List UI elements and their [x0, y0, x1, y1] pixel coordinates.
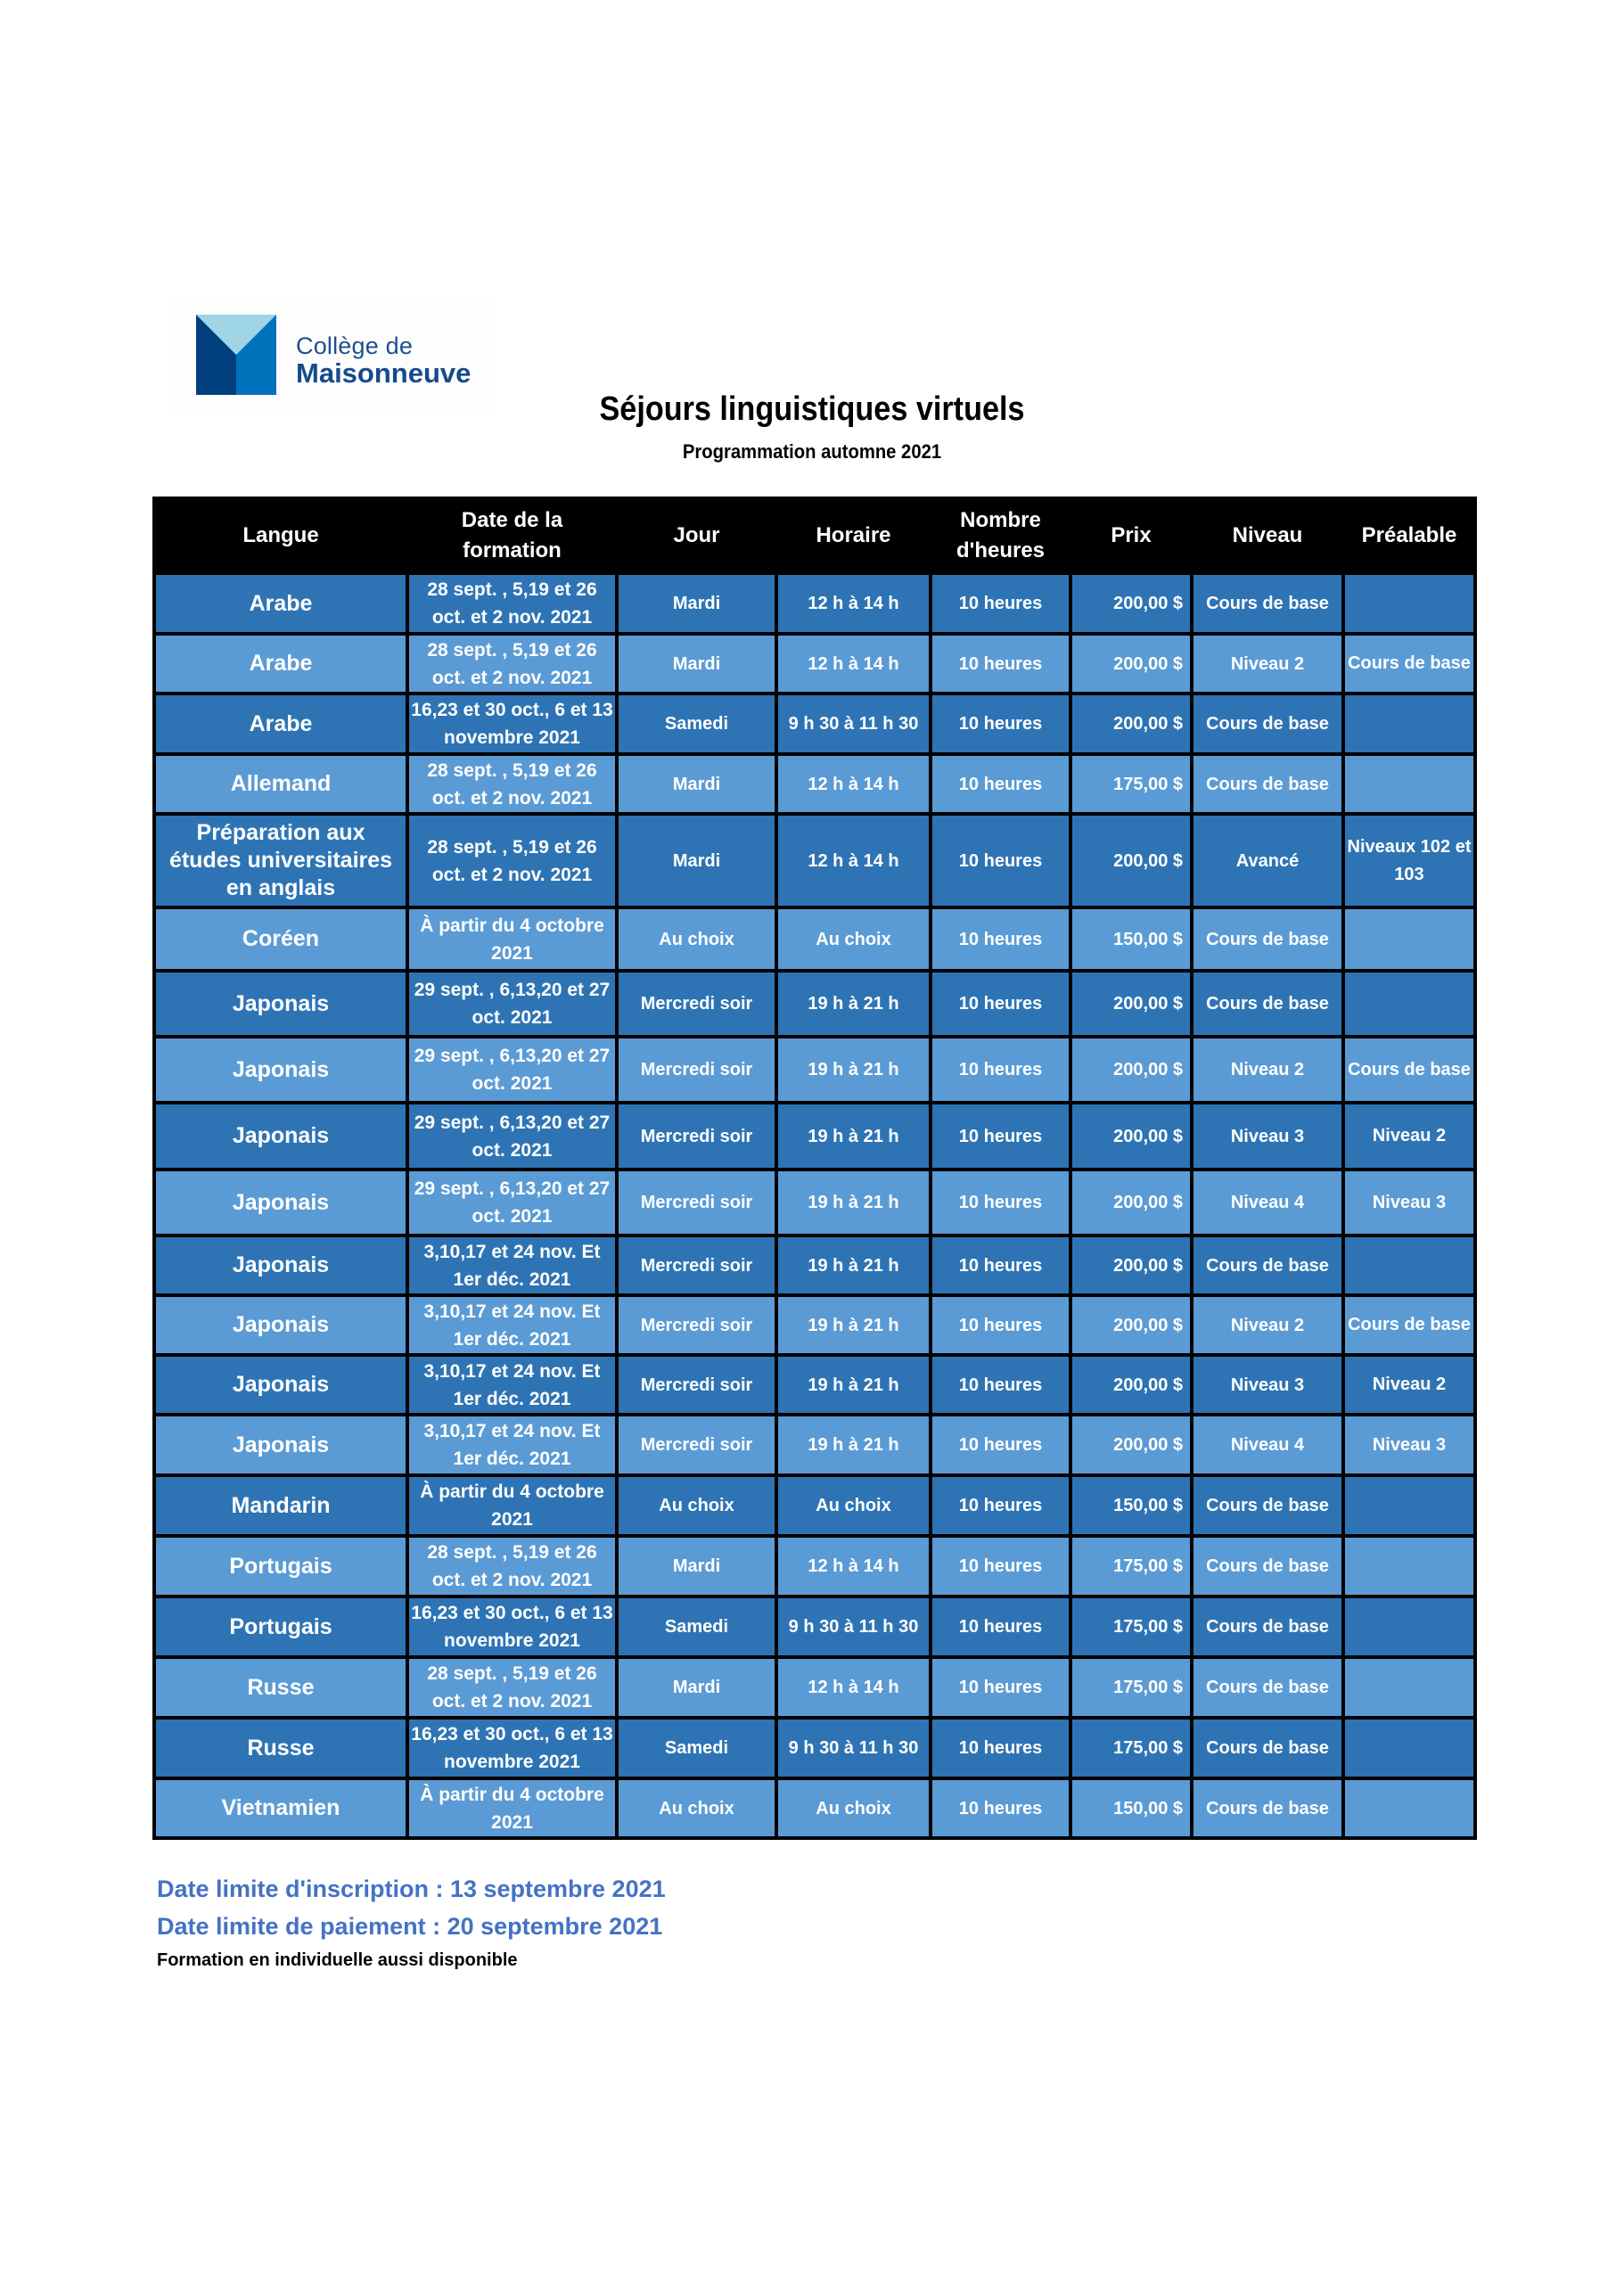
cell-heures: 10 heures	[931, 694, 1070, 754]
cell-prealable: Niveaux 102 et 103	[1343, 814, 1475, 907]
cell-jour: Mercredi soir	[617, 1355, 776, 1415]
cell-niveau: Cours de base	[1192, 754, 1343, 814]
col-header-prix: Prix	[1070, 498, 1192, 573]
cell-heures: 10 heures	[931, 971, 1070, 1037]
cell-langue: Russe	[154, 1657, 407, 1718]
cell-prealable: Cours de base	[1343, 1295, 1475, 1355]
cell-heures: 10 heures	[931, 634, 1070, 694]
cell-horaire: 12 h à 14 h	[776, 1657, 931, 1718]
table-row	[154, 1355, 1475, 1415]
cell-jour: Mardi	[617, 754, 776, 814]
cell-jour: Mercredi soir	[617, 1415, 776, 1475]
cell-horaire: 9 h 30 à 11 h 30	[776, 694, 931, 754]
cell-niveau: Cours de base	[1192, 1718, 1343, 1778]
cell-date: 29 sept. , 6,13,20 et 27 oct. 2021	[407, 1103, 617, 1170]
cell-prealable: Niveau 2	[1343, 1103, 1475, 1170]
table-row	[154, 1657, 1475, 1718]
cell-prix: 150,00 $	[1070, 1778, 1192, 1838]
cell-langue: Russe	[154, 1718, 407, 1778]
cell-date: 3,10,17 et 24 nov. Et 1er déc. 2021	[407, 1235, 617, 1295]
payment-deadline: Date limite de paiement : 20 septembre 2021	[157, 1913, 663, 1940]
cell-prealable	[1343, 1475, 1475, 1536]
cell-langue: Vietnamien	[154, 1778, 407, 1838]
cell-heures: 10 heures	[931, 907, 1070, 971]
cell-prix: 150,00 $	[1070, 1475, 1192, 1536]
page-title: Séjours linguistiques virtuels	[599, 390, 1025, 428]
cell-langue: Coréen	[154, 907, 407, 971]
cell-niveau: Cours de base	[1192, 1475, 1343, 1536]
cell-prix: 200,00 $	[1070, 971, 1192, 1037]
cell-heures: 10 heures	[931, 1536, 1070, 1597]
cell-niveau: Cours de base	[1192, 907, 1343, 971]
cell-jour: Mardi	[617, 573, 776, 634]
table-row	[154, 1475, 1475, 1536]
cell-langue: Japonais	[154, 1295, 407, 1355]
cell-heures: 10 heures	[931, 1295, 1070, 1355]
cell-jour: Mardi	[617, 1657, 776, 1718]
cell-prealable: Niveau 3	[1343, 1415, 1475, 1475]
cell-niveau: Cours de base	[1192, 1235, 1343, 1295]
table-row	[154, 1718, 1475, 1778]
cell-horaire: Au choix	[776, 1475, 931, 1536]
cell-date: À partir du 4 octobre 2021	[407, 1778, 617, 1838]
logo-mark-icon	[196, 315, 276, 395]
registration-deadline: Date limite d'inscription : 13 septembre 2021	[157, 1876, 666, 1902]
cell-jour: Au choix	[617, 1475, 776, 1536]
cell-langue: Japonais	[154, 971, 407, 1037]
cell-heures: 10 heures	[931, 1718, 1070, 1778]
cell-prealable	[1343, 1597, 1475, 1657]
table-row	[154, 1037, 1475, 1103]
table-row	[154, 971, 1475, 1037]
cell-niveau: Niveau 2	[1192, 634, 1343, 694]
table-row	[154, 694, 1475, 754]
cell-prix: 200,00 $	[1070, 1415, 1192, 1475]
cell-prealable: Cours de base	[1343, 634, 1475, 694]
cell-prealable	[1343, 1657, 1475, 1718]
cell-horaire: 19 h à 21 h	[776, 1235, 931, 1295]
cell-jour: Au choix	[617, 907, 776, 971]
logo-text-line2: Maisonneuve	[296, 357, 472, 389]
cell-prix: 200,00 $	[1070, 634, 1192, 694]
cell-heures: 10 heures	[931, 754, 1070, 814]
cell-horaire: 19 h à 21 h	[776, 971, 931, 1037]
cell-jour: Mercredi soir	[617, 1295, 776, 1355]
cell-prealable	[1343, 971, 1475, 1037]
table-row	[154, 1103, 1475, 1170]
cell-langue: Japonais	[154, 1103, 407, 1170]
cell-date: 3,10,17 et 24 nov. Et 1er déc. 2021	[407, 1295, 617, 1355]
cell-prix: 175,00 $	[1070, 1657, 1192, 1718]
cell-jour: Samedi	[617, 694, 776, 754]
table-row	[154, 907, 1475, 971]
cell-horaire: 12 h à 14 h	[776, 1536, 931, 1597]
cell-niveau: Niveau 4	[1192, 1415, 1343, 1475]
table-row	[154, 1597, 1475, 1657]
cell-heures: 10 heures	[931, 814, 1070, 907]
cell-jour: Mardi	[617, 634, 776, 694]
cell-horaire: 19 h à 21 h	[776, 1037, 931, 1103]
cell-date: 16,23 et 30 oct., 6 et 13 novembre 2021	[407, 1597, 617, 1657]
cell-jour: Mardi	[617, 814, 776, 907]
cell-niveau: Cours de base	[1192, 694, 1343, 754]
cell-horaire: 19 h à 21 h	[776, 1415, 931, 1475]
cell-niveau: Cours de base	[1192, 1657, 1343, 1718]
cell-langue: Japonais	[154, 1037, 407, 1103]
cell-heures: 10 heures	[931, 1355, 1070, 1415]
cell-prix: 175,00 $	[1070, 1597, 1192, 1657]
cell-jour: Mercredi soir	[617, 1037, 776, 1103]
cell-prealable: Niveau 2	[1343, 1355, 1475, 1415]
cell-date: 28 sept. , 5,19 et 26 oct. et 2 nov. 2021	[407, 634, 617, 694]
cell-jour: Mercredi soir	[617, 1235, 776, 1295]
individual-training-note: Formation en individuelle aussi disponible	[157, 1950, 518, 1970]
cell-langue: Japonais	[154, 1355, 407, 1415]
cell-horaire: Au choix	[776, 907, 931, 971]
cell-jour: Mercredi soir	[617, 971, 776, 1037]
cell-jour: Samedi	[617, 1597, 776, 1657]
cell-jour: Au choix	[617, 1778, 776, 1838]
cell-date: À partir du 4 octobre 2021	[407, 1475, 617, 1536]
cell-langue: Mandarin	[154, 1475, 407, 1536]
cell-langue: Arabe	[154, 573, 407, 634]
cell-date: 3,10,17 et 24 nov. Et 1er déc. 2021	[407, 1415, 617, 1475]
cell-horaire: 9 h 30 à 11 h 30	[776, 1718, 931, 1778]
col-header-niveau: Niveau	[1192, 498, 1343, 573]
cell-prealable: Cours de base	[1343, 1037, 1475, 1103]
cell-heures: 10 heures	[931, 1235, 1070, 1295]
cell-prealable	[1343, 694, 1475, 754]
cell-langue: Japonais	[154, 1415, 407, 1475]
cell-langue: Portugais	[154, 1536, 407, 1597]
cell-heures: 10 heures	[931, 1597, 1070, 1657]
cell-date: 28 sept. , 5,19 et 26 oct. et 2 nov. 2021	[407, 573, 617, 634]
cell-prealable	[1343, 573, 1475, 634]
cell-horaire: 19 h à 21 h	[776, 1103, 931, 1170]
table-row	[154, 1170, 1475, 1235]
cell-date: 16,23 et 30 oct., 6 et 13 novembre 2021	[407, 1718, 617, 1778]
cell-date: 16,23 et 30 oct., 6 et 13 novembre 2021	[407, 694, 617, 754]
cell-heures: 10 heures	[931, 573, 1070, 634]
cell-heures: 10 heures	[931, 1415, 1070, 1475]
cell-horaire: 9 h 30 à 11 h 30	[776, 1597, 931, 1657]
cell-horaire: 19 h à 21 h	[776, 1355, 931, 1415]
cell-prealable: Niveau 3	[1343, 1170, 1475, 1235]
cell-langue: Arabe	[154, 694, 407, 754]
cell-prix: 175,00 $	[1070, 754, 1192, 814]
cell-niveau: Niveau 4	[1192, 1170, 1343, 1235]
cell-prix: 175,00 $	[1070, 1718, 1192, 1778]
cell-niveau: Niveau 2	[1192, 1037, 1343, 1103]
cell-horaire: 19 h à 21 h	[776, 1170, 931, 1235]
cell-horaire: 12 h à 14 h	[776, 573, 931, 634]
cell-niveau: Niveau 2	[1192, 1295, 1343, 1355]
cell-langue: Japonais	[154, 1170, 407, 1235]
cell-horaire: 12 h à 14 h	[776, 754, 931, 814]
cell-heures: 10 heures	[931, 1170, 1070, 1235]
cell-heures: 10 heures	[931, 1778, 1070, 1838]
cell-prix: 200,00 $	[1070, 1235, 1192, 1295]
col-header-langue: Langue	[154, 498, 407, 573]
cell-prealable	[1343, 1718, 1475, 1778]
cell-prix: 200,00 $	[1070, 573, 1192, 634]
cell-jour: Samedi	[617, 1718, 776, 1778]
cell-prix: 200,00 $	[1070, 1355, 1192, 1415]
cell-horaire: 12 h à 14 h	[776, 634, 931, 694]
cell-prix: 200,00 $	[1070, 814, 1192, 907]
col-header-heures: Nombre d'heures	[931, 498, 1070, 573]
col-header-horaire: Horaire	[776, 498, 931, 573]
cell-jour: Mercredi soir	[617, 1103, 776, 1170]
cell-niveau: Niveau 3	[1192, 1103, 1343, 1170]
cell-niveau: Cours de base	[1192, 573, 1343, 634]
cell-horaire: 12 h à 14 h	[776, 814, 931, 907]
cell-prix: 150,00 $	[1070, 907, 1192, 971]
cell-prix: 200,00 $	[1070, 1037, 1192, 1103]
cell-prealable	[1343, 1778, 1475, 1838]
cell-prix: 200,00 $	[1070, 1103, 1192, 1170]
table-row	[154, 1295, 1475, 1355]
cell-niveau: Niveau 3	[1192, 1355, 1343, 1415]
table-row	[154, 1235, 1475, 1295]
cell-date: 28 sept. , 5,19 et 26 oct. et 2 nov. 2021	[407, 754, 617, 814]
table-row	[154, 814, 1475, 907]
cell-langue: Allemand	[154, 754, 407, 814]
cell-heures: 10 heures	[931, 1037, 1070, 1103]
col-header-date: Date de la formation	[407, 498, 617, 573]
cell-heures: 10 heures	[931, 1657, 1070, 1718]
col-header-prealable: Préalable	[1343, 498, 1475, 573]
cell-niveau: Cours de base	[1192, 1778, 1343, 1838]
cell-prealable	[1343, 1235, 1475, 1295]
table-row	[154, 754, 1475, 814]
cell-niveau: Cours de base	[1192, 1597, 1343, 1657]
cell-niveau: Avancé	[1192, 814, 1343, 907]
cell-date: 29 sept. , 6,13,20 et 27 oct. 2021	[407, 1170, 617, 1235]
cell-jour: Mardi	[617, 1536, 776, 1597]
cell-horaire: Au choix	[776, 1778, 931, 1838]
table-row	[154, 1536, 1475, 1597]
cell-prealable	[1343, 1536, 1475, 1597]
cell-date: 29 sept. , 6,13,20 et 27 oct. 2021	[407, 1037, 617, 1103]
cell-date: 28 sept. , 5,19 et 26 oct. et 2 nov. 2021	[407, 1536, 617, 1597]
table-header-row	[154, 498, 1475, 573]
cell-prix: 175,00 $	[1070, 1536, 1192, 1597]
cell-langue: Préparation aux études universitaires en anglais	[154, 814, 407, 907]
cell-horaire: 19 h à 21 h	[776, 1295, 931, 1355]
cell-date: À partir du 4 octobre 2021	[407, 907, 617, 971]
cell-prix: 200,00 $	[1070, 1295, 1192, 1355]
cell-heures: 10 heures	[931, 1475, 1070, 1536]
cell-prealable	[1343, 754, 1475, 814]
cell-prix: 200,00 $	[1070, 694, 1192, 754]
cell-langue: Portugais	[154, 1597, 407, 1657]
cell-date: 3,10,17 et 24 nov. Et 1er déc. 2021	[407, 1355, 617, 1415]
cell-langue: Japonais	[154, 1235, 407, 1295]
cell-date: 28 sept. , 5,19 et 26 oct. et 2 nov. 2021	[407, 1657, 617, 1718]
table-row	[154, 1778, 1475, 1838]
cell-prix: 200,00 $	[1070, 1170, 1192, 1235]
cell-niveau: Cours de base	[1192, 1536, 1343, 1597]
table-row	[154, 1415, 1475, 1475]
table-row	[154, 634, 1475, 694]
cell-langue: Arabe	[154, 634, 407, 694]
cell-prealable	[1343, 907, 1475, 971]
col-header-jour: Jour	[617, 498, 776, 573]
schedule-table	[152, 497, 1477, 1840]
logo-text-line1: Collège de	[296, 332, 414, 359]
cell-date: 29 sept. , 6,13,20 et 27 oct. 2021	[407, 971, 617, 1037]
cell-niveau: Cours de base	[1192, 971, 1343, 1037]
table-row	[154, 573, 1475, 634]
cell-jour: Mercredi soir	[617, 1170, 776, 1235]
page-subtitle: Programmation automne 2021	[682, 440, 942, 463]
cell-heures: 10 heures	[931, 1103, 1070, 1170]
cell-date: 28 sept. , 5,19 et 26 oct. et 2 nov. 2021	[407, 814, 617, 907]
